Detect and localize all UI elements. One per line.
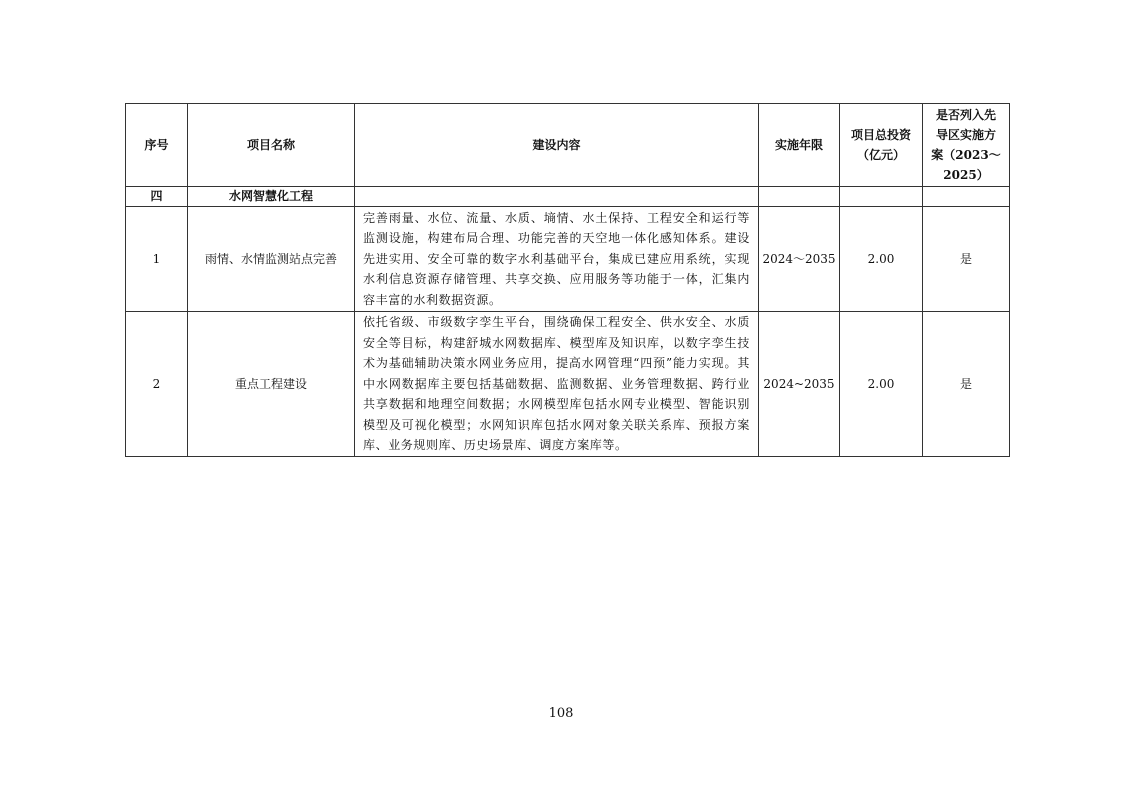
row-period: 2024~2035 <box>759 312 840 457</box>
section-empty-content <box>355 187 759 207</box>
row-index: 2 <box>126 312 188 457</box>
header-investment: 项目总投资（亿元） <box>840 104 923 187</box>
header-index: 序号 <box>126 104 188 187</box>
row-pilot: 是 <box>923 312 1010 457</box>
table-row <box>126 312 1010 457</box>
row-index: 1 <box>126 207 188 312</box>
table-header-row <box>126 104 1010 187</box>
row-investment: 2.00 <box>840 207 923 312</box>
row-name: 雨情、水情监测站点完善 <box>188 207 355 312</box>
row-content: 依托省级、市级数字孪生平台，围绕确保工程安全、供水安全、水质安全等目标，构建舒城水网数据库、模型库及知识库，以数字孪生技术为基础辅助决策水网业务应用，提高水网管理“四预”能力实现。其中水网数据库主要包括基础数据、监测数据、业务管理数据、跨行业共享数据和地理空间数据；水网模型库包括水网专业模型、智能识别模型及可视化模型；水网知识库包括水网对象关联关系库、预报方案库、业务规则库、历史场景库、调度方案库等。 <box>355 312 759 457</box>
page-number: 108 <box>548 706 574 721</box>
header-period: 实施年限 <box>759 104 840 187</box>
row-name: 重点工程建设 <box>188 312 355 457</box>
row-pilot: 是 <box>923 207 1010 312</box>
row-period: 2024～2035 <box>759 207 840 312</box>
project-table <box>125 103 1010 457</box>
header-pilot: 是否列入先导区实施方案（2023～2025） <box>923 104 1010 187</box>
section-name: 水网智慧化工程 <box>188 187 355 207</box>
header-content: 建设内容 <box>355 104 759 187</box>
row-content: 完善雨量、水位、流量、水质、墒情、水土保持、工程安全和运行等监测设施，构建布局合理、功能完善的天空地一体化感知体系。建设先进实用、安全可靠的数字水利基础平台，集成已建应用系统，实现水利信息资源存储管理、共享交换、应用服务等功能于一体，汇集内容丰富的水利数据资源。 <box>355 207 759 312</box>
header-name: 项目名称 <box>188 104 355 187</box>
section-index: 四 <box>126 187 188 207</box>
section-row <box>126 187 1010 207</box>
table-row <box>126 207 1010 312</box>
section-empty-investment <box>840 187 923 207</box>
section-empty-period <box>759 187 840 207</box>
row-investment: 2.00 <box>840 312 923 457</box>
section-empty-pilot <box>923 187 1010 207</box>
